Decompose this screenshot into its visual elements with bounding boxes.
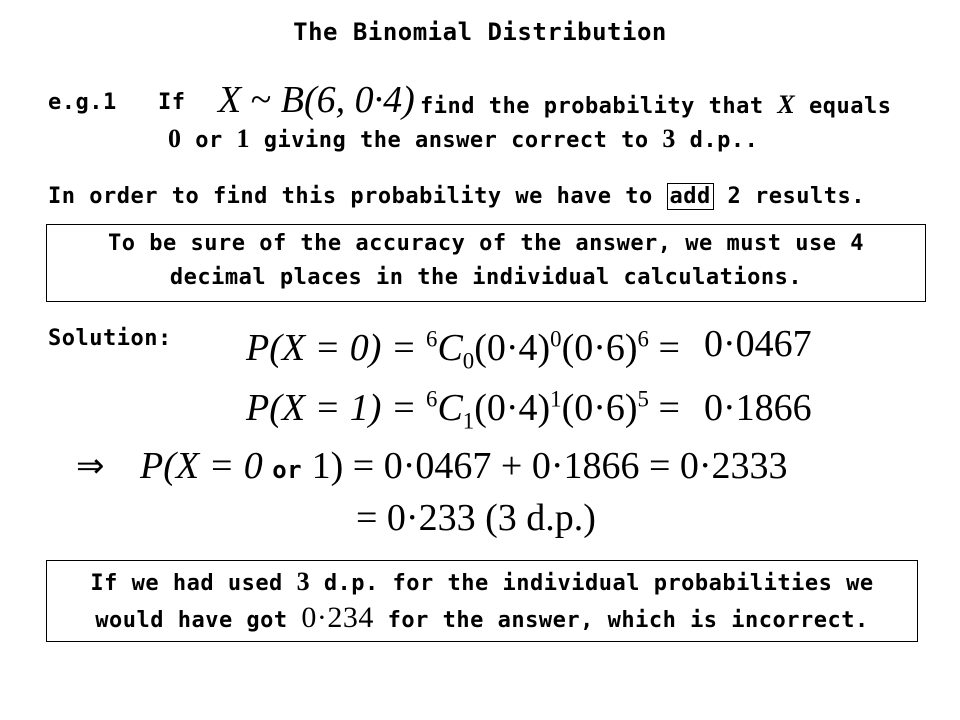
accuracy-line1: To be sure of the accuracy of the answer, we must use 4 (108, 231, 864, 256)
note-line2-a: would have got (95, 608, 288, 633)
equation-p1 (246, 386, 680, 435)
equation-p0 (246, 326, 680, 375)
eq1-q-term: (0·6) (561, 327, 638, 369)
example-label: e.g.1 (48, 90, 117, 115)
note-line1-num: 3 (296, 567, 311, 596)
eq1-n: 6 (426, 326, 438, 352)
eq1-q-exp: 6 (637, 326, 649, 352)
equals-word: equals (808, 94, 892, 119)
sum-lhs-b: 1) (311, 445, 344, 487)
eq2-result: 0·1866 (704, 387, 812, 429)
find-text: find the probability that (420, 94, 764, 119)
eq2-c: C (437, 387, 463, 429)
sum-lhs-a: P(X = 0 (140, 445, 263, 487)
eq2-equals: = (658, 387, 680, 429)
add-boxed-word: add (667, 183, 714, 210)
eq1-p-exp: 0 (550, 326, 562, 352)
eq1-k: 0 (462, 348, 475, 374)
eq2-q-term: (0·6) (561, 387, 638, 429)
dp-text: d.p.. (689, 128, 759, 153)
eq2-q-exp: 5 (637, 386, 649, 412)
accuracy-line2: decimal places in the individual calculations. (169, 265, 803, 290)
dist-B: B(6, 0·4) (280, 79, 415, 121)
note-line1 (47, 567, 917, 597)
sum-or: or (272, 456, 303, 484)
eq1-c: C (437, 327, 463, 369)
dp-number: 3 (662, 124, 676, 153)
distribution-expression (218, 78, 415, 122)
eq1-p-term: (0·4) (474, 327, 551, 369)
implies-arrow: ⇒ (76, 448, 105, 485)
note-box (46, 560, 918, 642)
value-0: 0 (168, 124, 182, 153)
sum-equation (140, 444, 788, 488)
value-1: 1 (236, 124, 250, 153)
eq2-p-term: (0·4) (474, 387, 551, 429)
eq2-n: 6 (426, 386, 438, 412)
order-line (48, 184, 865, 209)
eq2-lhs: P(X = 1) = (246, 387, 417, 429)
note-line2-val: 0·234 (301, 601, 374, 634)
accuracy-box (46, 224, 926, 302)
rounded-result: = 0·233 (3 d.p.) (356, 497, 596, 539)
example-line2 (168, 124, 758, 154)
eq1-lhs: P(X = 0) = (246, 327, 417, 369)
order-after: 2 results. (727, 184, 865, 209)
eq2-p-exp: 1 (550, 386, 562, 412)
example-if: If (158, 90, 186, 115)
dist-X: X (218, 79, 242, 121)
note-line1-b: d.p. for the individual probabilities we (323, 571, 874, 596)
page-title: The Binomial Distribution (293, 18, 667, 46)
example-find-text (420, 90, 891, 120)
giving-text: giving the answer correct to (263, 128, 649, 153)
or-word: or (195, 128, 223, 153)
x-variable: X (777, 90, 796, 119)
order-before: In order to find this probability we have to (48, 184, 653, 209)
eq1-equals: = (658, 327, 680, 369)
note-line2 (47, 601, 917, 635)
note-line1-a: If we had used (90, 571, 283, 596)
note-line2-b: for the answer, which is incorrect. (387, 608, 869, 633)
eq1-result: 0·0467 (704, 323, 812, 365)
sum-rhs: = 0·0467 + 0·1866 = 0·2333 (352, 445, 788, 487)
solution-label: Solution: (48, 326, 172, 351)
eq2-k: 1 (462, 408, 475, 434)
dist-tilde: ~ (250, 79, 272, 121)
